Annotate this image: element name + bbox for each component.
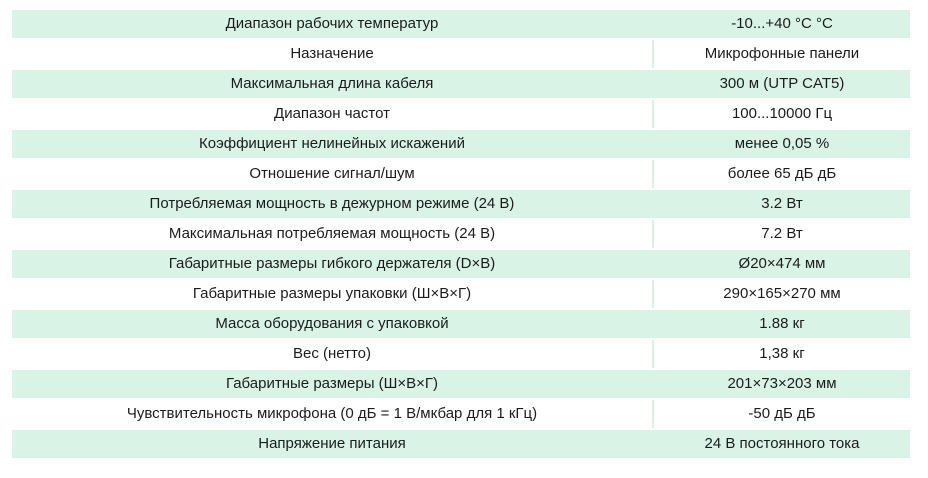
table-row	[12, 130, 910, 158]
table-row	[12, 100, 910, 128]
spec-value: более 65 дБ дБ	[652, 160, 910, 188]
table-row	[12, 280, 910, 308]
spec-label: Максимальная длина кабеля	[12, 70, 652, 98]
spec-label: Диапазон рабочих температур	[12, 10, 652, 38]
spec-value: 3.2 Вт	[652, 190, 910, 218]
table-row	[12, 430, 910, 458]
table-row	[12, 220, 910, 248]
table-row	[12, 190, 910, 218]
table-row	[12, 250, 910, 278]
spec-label: Диапазон частот	[12, 100, 652, 128]
spec-value: 300 м (UTP CAT5)	[652, 70, 910, 98]
spec-label: Коэффициент нелинейных искажений	[12, 130, 652, 158]
spec-value: Ø20×474 мм	[652, 250, 910, 278]
spec-value: 1,38 кг	[652, 340, 910, 368]
table-row	[12, 310, 910, 338]
spec-value: 201×73×203 мм	[652, 370, 910, 398]
spec-label: Потребляемая мощность в дежурном режиме (24 В)	[12, 190, 652, 218]
table-row	[12, 340, 910, 368]
spec-value: 1.88 кг	[652, 310, 910, 338]
table-row	[12, 40, 910, 68]
table-row	[12, 370, 910, 398]
spec-label: Назначение	[12, 40, 652, 68]
spec-label: Габаритные размеры (Ш×В×Г)	[12, 370, 652, 398]
spec-value: Микрофонные панели	[652, 40, 910, 68]
specifications-table	[12, 8, 910, 460]
table-row	[12, 70, 910, 98]
spec-label: Чувствительность микрофона (0 дБ = 1 В/мкбар для 1 кГц)	[12, 400, 652, 428]
table-row	[12, 400, 910, 428]
spec-label: Напряжение питания	[12, 430, 652, 458]
spec-label: Габаритные размеры упаковки (Ш×В×Г)	[12, 280, 652, 308]
spec-value: 100...10000 Гц	[652, 100, 910, 128]
spec-value: 24 В постоянного тока	[652, 430, 910, 458]
spec-value: 7.2 Вт	[652, 220, 910, 248]
spec-value: -10...+40 °С °С	[652, 10, 910, 38]
spec-label: Отношение сигнал/шум	[12, 160, 652, 188]
spec-value: 290×165×270 мм	[652, 280, 910, 308]
spec-label: Габаритные размеры гибкого держателя (D×В)	[12, 250, 652, 278]
spec-label: Вес (нетто)	[12, 340, 652, 368]
spec-value: -50 дБ дБ	[652, 400, 910, 428]
specifications-table-body	[12, 10, 910, 458]
spec-label: Масса оборудования с упаковкой	[12, 310, 652, 338]
spec-label: Максимальная потребляемая мощность (24 В)	[12, 220, 652, 248]
table-row	[12, 10, 910, 38]
spec-value: менее 0,05 %	[652, 130, 910, 158]
table-row	[12, 160, 910, 188]
